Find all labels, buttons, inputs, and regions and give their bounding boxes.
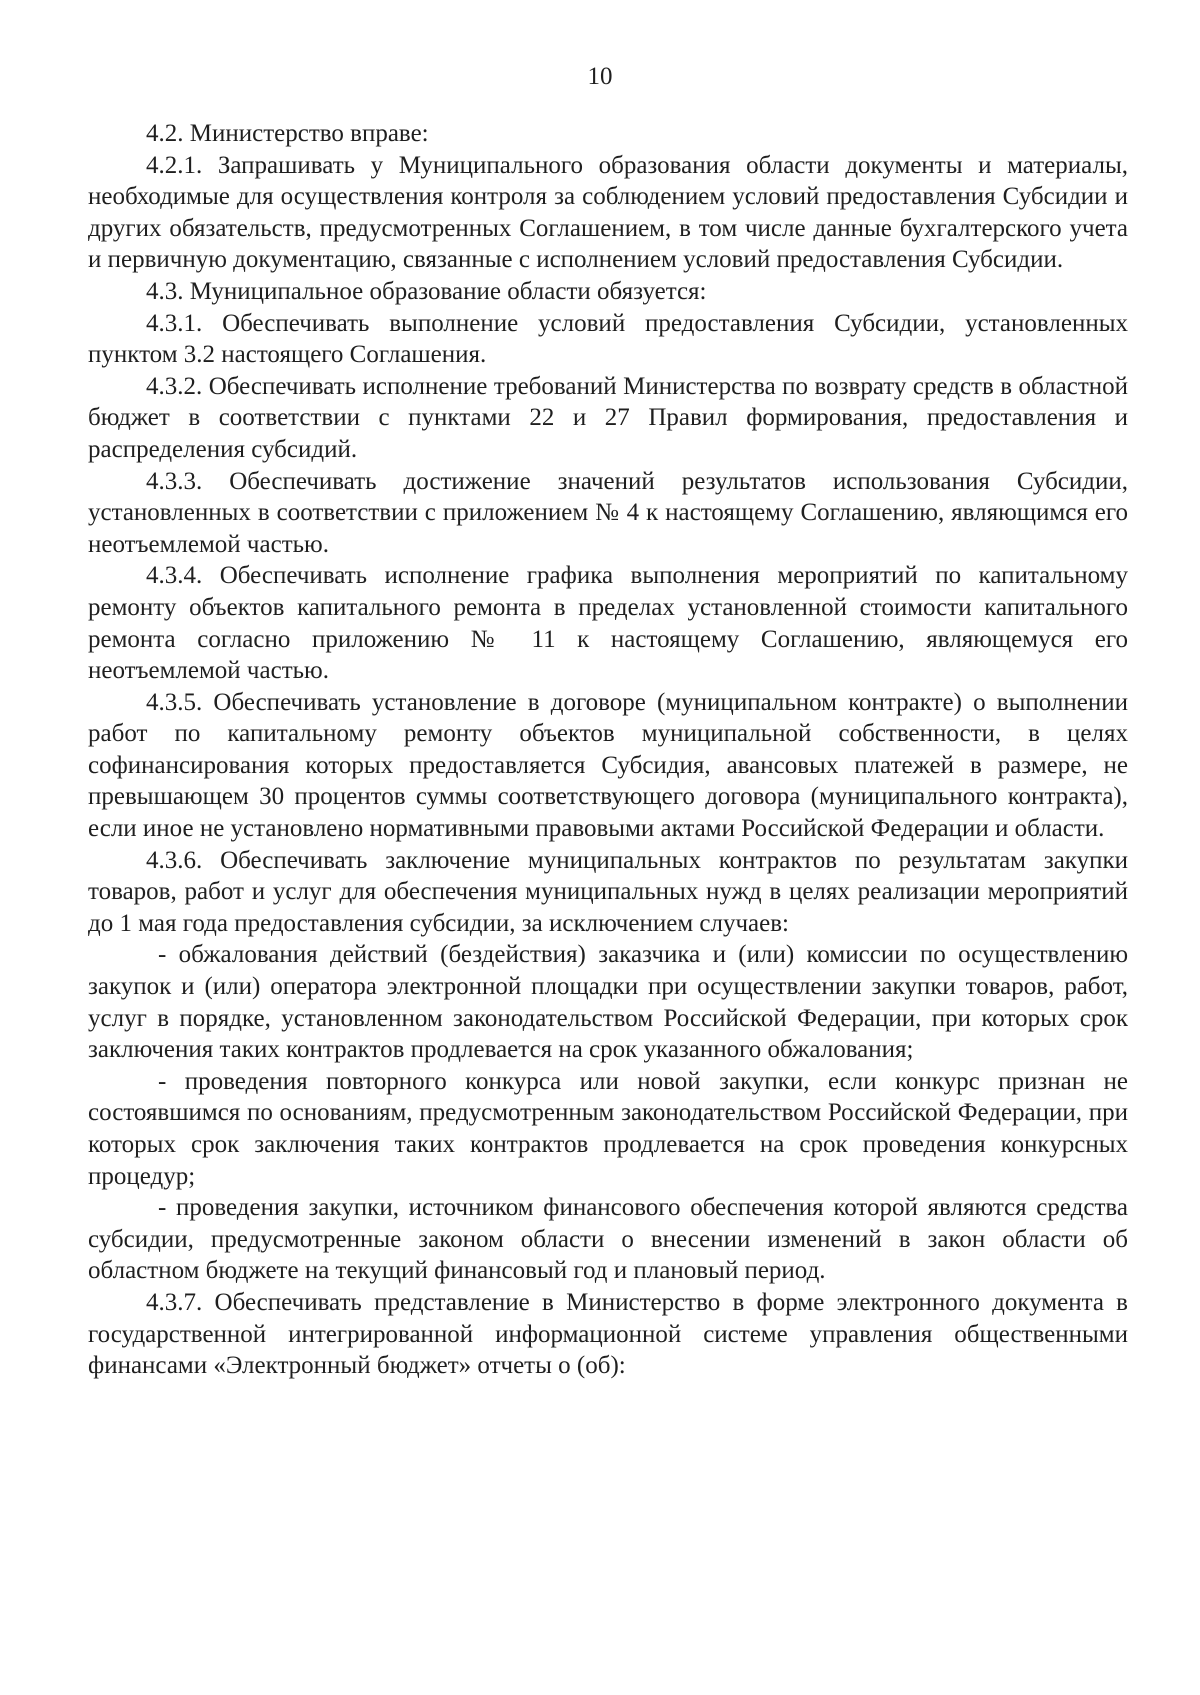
paragraph-4-3-5: 4.3.5. Обеспечивать установление в договоре (муниципальном контракте) о выполнении работ по капитальному ремонту объектов муниципальной собственности, в целях софинансирования которых предоставляется Субсидия, авансовых платежей в размере, не превышающем 30 процентов суммы соответствующего договора (муниципального контракта), если иное не установлено нормативными правовыми актами Российской Федерации и области.: [88, 688, 1128, 843]
list-item-repeat-tender: - проведения повторного конкурса или новой закупки, если конкурс признан не состоявшимся по основаниям, предусмотренным законодательством Российской Федерации, при которых срок заключения таких контрактов продлевается на срок проведения конкурсных процедур;: [88, 1067, 1128, 1190]
paragraph-4-3-4: 4.3.4. Обеспечивать исполнение графика выполнения мероприятий по капитальному ремонту объектов капитального ремонта в пределах установленной стоимости капитального ремонта согласно приложению № 11 к настоящему Соглашению, являющемуся его неотъемлемой частью.: [88, 562, 1128, 685]
paragraph-4-3-7: 4.3.7. Обеспечивать представление в Министерство в форме электронного документа в государственной интегрированной информационной системе управления общественными финансами «Электронный бюджет» отчеты о (об):: [88, 1288, 1128, 1380]
paragraph-4-2-1: 4.2.1. Запрашивать у Муниципального образования области документы и материалы, необходимые для осуществления контроля за соблюдением условий предоставления Субсидии и других обязательств, предусмотренных Соглашением, в том числе данные бухгалтерского учета и первичную документацию, связанные с исполнением условий предоставления Субсидии.: [88, 151, 1128, 274]
paragraph-4-3-2: 4.3.2. Обеспечивать исполнение требований Министерства по возврату средств в областной бюджет в соответствии с пунктами 22 и 27 Правил формирования, предоставления и распределения субсидий.: [88, 372, 1128, 463]
document-body: [88, 118, 1128, 1382]
page-number: 10: [587, 63, 613, 90]
paragraph-4-3: 4.3. Муниципальное образование области обязуется:: [146, 277, 707, 305]
paragraph-4-2: 4.2. Министерство вправе:: [146, 120, 429, 147]
list-item-procurement: - проведения закупки, источником финансового обеспечения которой являются средства субсидии, предусмотренные законом области о внесении изменений в закон области об областном бюджете на текущий финансовый год и плановый период.: [88, 1194, 1128, 1285]
paragraph-4-3-3: 4.3.3. Обеспечивать достижение значений результатов использования Субсидии, установленных в соответствии с приложением № 4 к настоящему Соглашению, являющимся его неотъемлемой частью.: [88, 467, 1128, 558]
paragraph-4-3-1: 4.3.1. Обеспечивать выполнение условий предоставления Субсидии, установленных пунктом 3.2 настоящего Соглашения.: [88, 309, 1128, 369]
list-item-appeal: - обжалования действий (бездействия) заказчика и (или) комиссии по осуществлению закупок и (или) оператора электронной площадки при осуществлении закупки товаров, работ, услуг в порядке, установленном законодательством Российской Федерации, при которых срок заключения таких контрактов продлевается на срок указанного обжалования;: [88, 941, 1128, 1064]
paragraph-4-3-6: 4.3.6. Обеспечивать заключение муниципальных контрактов по результатам закупки товаров, работ и услуг для обеспечения муниципальных нужд в целях реализации мероприятий до 1 мая года предоставления субсидии, за исключением случаев:: [88, 846, 1128, 937]
